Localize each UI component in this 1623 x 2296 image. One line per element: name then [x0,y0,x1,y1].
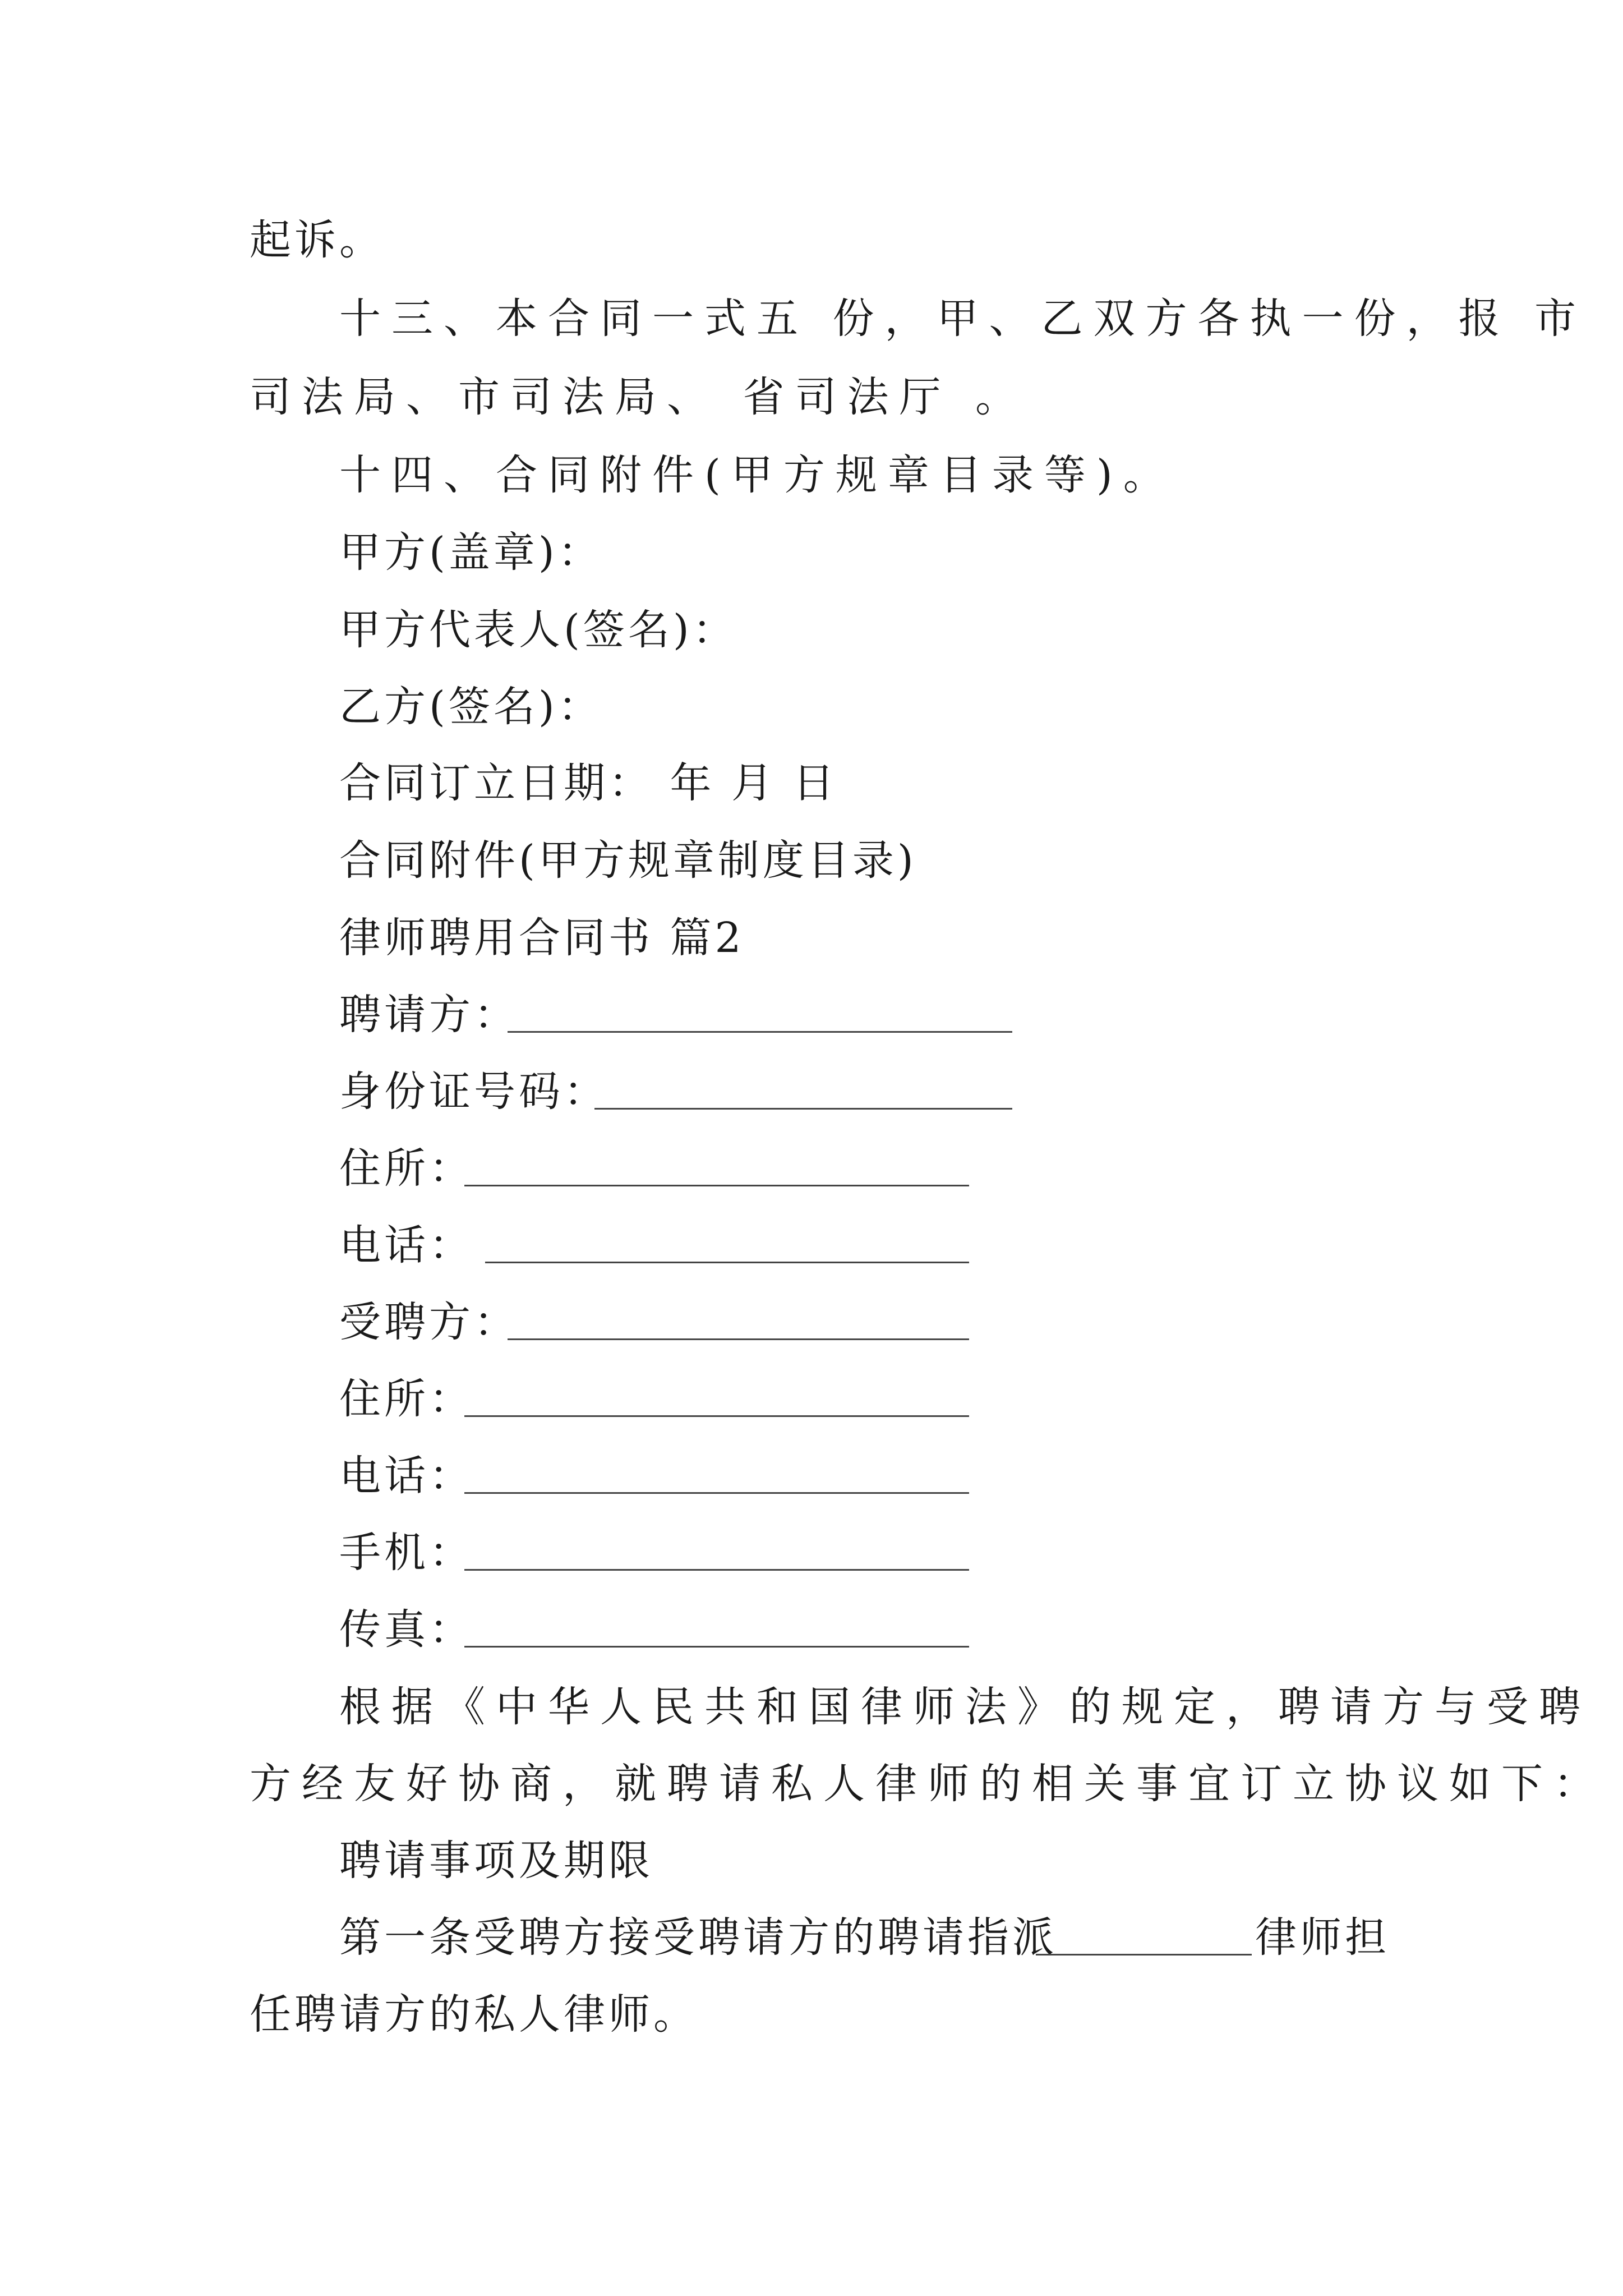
firm-phone-label: 电话： [339,1452,474,1500]
preamble: 根据《中华人民共和国律师法》的规定，聘请方与受聘 [339,1683,1591,1731]
party-a-representative-label: 甲方代表人(签名)： [339,606,737,654]
mobile-label: 手机： [339,1529,474,1577]
party-b-signature-label: 乙方(签名)： [339,683,603,731]
client-address-label: 住所： [339,1144,474,1193]
fax-label: 传真： [339,1605,474,1654]
client-blank [508,1031,1012,1033]
section-title: 聘请事项及期限 [339,1837,653,1885]
lawyer-firm-blank [508,1338,969,1340]
firm-phone-blank [464,1492,969,1494]
mobile-blank [464,1569,969,1571]
lawyer-firm-label: 受聘方： [339,1298,519,1346]
article-1-continued: 任聘请方的私人律师。 [250,1990,698,2039]
firm-address-blank [464,1415,969,1417]
text-line: 司法局、市司法局、 省司法厅 。 [250,373,1028,421]
text-line: 起诉。 [250,216,384,264]
article-1-tail: 律师担 [1255,1913,1390,1962]
article-1: 第一条受聘方接受聘请方的聘请指派 [339,1913,1057,1962]
preamble-continued: 方经友好协商，就聘请私人律师的相关事宜订立协议如下： [250,1760,1606,1808]
party-a-seal-label: 甲方(盖章)： [339,528,603,577]
fax-blank [464,1646,969,1648]
id-number-label: 身份证号码： [339,1068,608,1116]
clause-14: 十四、合同附件(甲方规章目录等)。 [339,451,1175,499]
clause-13: 十三、本合同一式五 份，甲、乙双方各执一份，报 市 [339,295,1587,343]
firm-address-label: 住所： [339,1375,474,1423]
client-phone-label: 电话： [339,1221,474,1269]
client-label: 聘请方： [339,991,519,1039]
lawyer-name-blank [1036,1954,1252,1955]
contract-date-label: 合同订立日期： 年 月 日 [339,759,838,807]
attachment-label: 合同附件(甲方规章制度目录) [339,836,917,885]
id-number-blank [594,1108,1012,1110]
client-address-blank [464,1185,969,1186]
client-phone-blank [485,1262,969,1263]
section-heading: 律师聘用合同书 篇2 [339,914,745,962]
